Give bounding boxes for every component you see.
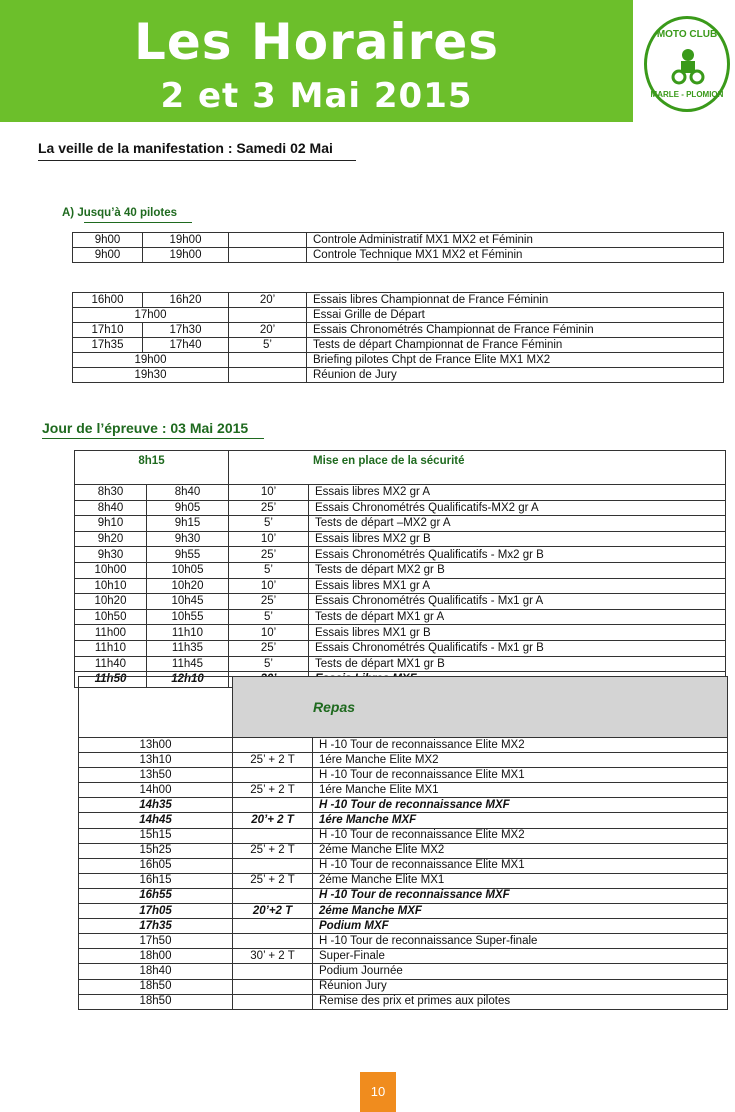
activity-cell: Réunion Jury <box>313 979 728 994</box>
duration-cell: 5’ <box>229 338 307 353</box>
duration-cell: 20’ <box>229 323 307 338</box>
duration-cell <box>229 233 307 248</box>
duration-cell <box>233 858 313 873</box>
time-cell: 17h10 <box>73 323 143 338</box>
activity-cell: Tests de départ MX1 gr B <box>309 656 726 672</box>
logo-top-text: MOTO CLUB <box>656 29 718 40</box>
activity-cell: 2éme Manche Elite MX2 <box>313 843 728 858</box>
table-row <box>79 964 728 979</box>
sub-heading-underline <box>84 222 192 223</box>
activity-cell: H -10 Tour de reconnaissance Elite MX1 <box>313 858 728 873</box>
time-cell: 16h20 <box>143 293 229 308</box>
duration-cell: 25’ <box>229 500 309 516</box>
time-cell: 10h45 <box>147 594 229 610</box>
table-row <box>73 353 724 368</box>
duration-cell: 10’ <box>229 485 309 501</box>
duration-cell: 10’ <box>229 531 309 547</box>
time-cell: 16h00 <box>73 293 143 308</box>
time-cell: 9h20 <box>75 531 147 547</box>
table-row <box>75 451 726 485</box>
table-row <box>75 562 726 578</box>
duration-cell <box>229 308 307 323</box>
duration-cell <box>233 994 313 1009</box>
time-cell: 17h35 <box>73 338 143 353</box>
time-cell: 16h55 <box>79 888 233 903</box>
duration-cell <box>233 964 313 979</box>
motorbike-icon <box>671 45 705 85</box>
time-cell: 10h20 <box>75 594 147 610</box>
time-cell: 9h00 <box>73 233 143 248</box>
time-cell: 18h50 <box>79 994 233 1009</box>
schedule-table-admin <box>72 232 724 263</box>
duration-cell <box>233 798 313 813</box>
activity-cell: H -10 Tour de reconnaissance Elite MX2 <box>313 828 728 843</box>
time-cell: 9h10 <box>75 516 147 532</box>
time-cell: 17h05 <box>79 904 233 919</box>
activity-cell: H -10 Tour de reconnaissance MXF <box>313 888 728 903</box>
page-subtitle: 2 et 3 Mai 2015 <box>160 76 473 116</box>
time-cell: 11h10 <box>75 640 147 656</box>
time-cell: 13h10 <box>79 753 233 768</box>
activity-cell: Essais Chronométrés Qualificatifs - Mx2 gr B <box>309 547 726 563</box>
table-row <box>79 783 728 798</box>
time-cell: 17h35 <box>79 919 233 934</box>
table-row <box>79 888 728 903</box>
table-row <box>79 934 728 949</box>
activity-cell: Briefing pilotes Chpt de France Elite MX1 MX2 <box>307 353 724 368</box>
table-row <box>75 485 726 501</box>
time-cell: 11h10 <box>147 625 229 641</box>
time-cell: 18h00 <box>79 949 233 964</box>
table-row <box>75 656 726 672</box>
header-banner <box>0 0 633 122</box>
time-cell: 13h50 <box>79 768 233 783</box>
activity-cell: Essais Chronométrés Qualificatifs - Mx1 gr B <box>309 640 726 656</box>
time-cell: 10h20 <box>147 578 229 594</box>
duration-cell <box>233 768 313 783</box>
time-cell: 10h50 <box>75 609 147 625</box>
time-cell: 8h40 <box>147 485 229 501</box>
activity-cell: Réunion de Jury <box>307 368 724 383</box>
duration-cell: 20’+ 2 T <box>233 813 313 828</box>
table-row <box>79 768 728 783</box>
activity-cell: Essais libres Championnat de France Féminin <box>307 293 724 308</box>
activity-cell: Podium MXF <box>313 919 728 934</box>
table-row <box>75 500 726 516</box>
time-cell: 14h45 <box>79 813 233 828</box>
duration-cell: 25’ + 2 T <box>233 843 313 858</box>
activity-cell: Podium Journée <box>313 964 728 979</box>
table-row <box>73 248 724 263</box>
table-row <box>79 873 728 888</box>
time-cell: 14h00 <box>79 783 233 798</box>
activity-cell: Super-Finale <box>313 949 728 964</box>
schedule-table-saturday <box>72 292 724 383</box>
time-cell: 17h40 <box>143 338 229 353</box>
page-title: Les Horaires <box>133 13 499 71</box>
section-heading-veille: La veille de la manifestation : Samedi 02 Mai <box>38 140 333 156</box>
time-cell: 12h10 <box>147 672 229 688</box>
activity-cell: Essais Chronométrés Qualificatifs-MX2 gr A <box>309 500 726 516</box>
activity-cell: Mise en place de la sécurité <box>229 451 726 485</box>
time-cell: 19h30 <box>73 368 229 383</box>
table-row <box>73 338 724 353</box>
table-row <box>75 531 726 547</box>
duration-cell: 5’ <box>229 562 309 578</box>
duration-cell: 30’ + 2 T <box>233 949 313 964</box>
duration-cell <box>229 368 307 383</box>
activity-cell: 2éme Manche MXF <box>313 904 728 919</box>
activity-cell: H -10 Tour de reconnaissance Elite MX2 <box>313 738 728 753</box>
activity-cell: Essais libres MX2 gr B <box>309 531 726 547</box>
time-cell: 9h05 <box>147 500 229 516</box>
time-cell: 17h50 <box>79 934 233 949</box>
table-row <box>75 594 726 610</box>
repas-label: Repas <box>233 677 728 738</box>
duration-cell <box>229 248 307 263</box>
time-cell: 17h00 <box>73 308 229 323</box>
time-cell: 10h05 <box>147 562 229 578</box>
table-row <box>79 798 728 813</box>
duration-cell <box>233 738 313 753</box>
activity-cell: 2éme Manche Elite MX1 <box>313 873 728 888</box>
time-cell: 9h30 <box>75 547 147 563</box>
duration-cell <box>233 888 313 903</box>
time-cell: 10h00 <box>75 562 147 578</box>
activity-cell: Tests de départ –MX2 gr A <box>309 516 726 532</box>
table-row <box>75 640 726 656</box>
activity-cell: Essais Chronométrés Qualificatifs - Mx1 gr A <box>309 594 726 610</box>
time-cell: 9h00 <box>73 248 143 263</box>
empty-cell <box>79 677 233 738</box>
time-cell: 19h00 <box>73 353 229 368</box>
duration-cell: 25’ <box>229 547 309 563</box>
table-row <box>73 293 724 308</box>
sub-heading-pilots: A) Jusqu’à 40 pilotes <box>62 207 178 219</box>
table-row <box>73 323 724 338</box>
section-heading-jour: Jour de l’épreuve : 03 Mai 2015 <box>42 420 249 436</box>
time-cell: 8h40 <box>75 500 147 516</box>
activity-cell: Essai Grille de Départ <box>307 308 724 323</box>
duration-cell: 10’ <box>229 578 309 594</box>
table-row <box>73 233 724 248</box>
duration-cell: 25’ + 2 T <box>233 873 313 888</box>
duration-cell <box>233 828 313 843</box>
time-cell: 11h35 <box>147 640 229 656</box>
activity-cell: H -10 Tour de reconnaissance Super-finale <box>313 934 728 949</box>
table-row <box>79 994 728 1009</box>
table-row <box>79 738 728 753</box>
activity-cell: H -10 Tour de reconnaissance MXF <box>313 798 728 813</box>
time-cell: 11h50 <box>75 672 147 688</box>
time-cell: 16h15 <box>79 873 233 888</box>
table-row <box>73 368 724 383</box>
time-cell: 11h00 <box>75 625 147 641</box>
schedule-table-morning <box>74 450 726 688</box>
logo-bottom-text: MARLE - PLOMION <box>650 90 724 99</box>
schedule-table-afternoon <box>78 676 728 1010</box>
table-row <box>79 904 728 919</box>
duration-cell <box>229 353 307 368</box>
time-cell: 11h40 <box>75 656 147 672</box>
duration-cell: 25’ + 2 T <box>233 783 313 798</box>
table-row <box>79 813 728 828</box>
time-cell: 8h30 <box>75 485 147 501</box>
page-number: 10 <box>360 1072 396 1112</box>
time-cell: 19h00 <box>143 233 229 248</box>
time-cell: 19h00 <box>143 248 229 263</box>
duration-cell: 25’ + 2 T <box>233 753 313 768</box>
time-cell: 16h05 <box>79 858 233 873</box>
time-cell: 14h35 <box>79 798 233 813</box>
activity-cell: Essais libres MX1 gr B <box>309 625 726 641</box>
duration-cell: 25’ <box>229 640 309 656</box>
activity-cell: 1ére Manche MXF <box>313 813 728 828</box>
club-logo <box>644 16 730 112</box>
duration-cell: 5’ <box>229 609 309 625</box>
duration-cell <box>233 979 313 994</box>
activity-cell: Remise des prix et primes aux pilotes <box>313 994 728 1009</box>
duration-cell: 20’+2 T <box>233 904 313 919</box>
table-row <box>75 578 726 594</box>
time-cell: 15h25 <box>79 843 233 858</box>
table-row <box>79 949 728 964</box>
duration-cell <box>233 934 313 949</box>
duration-cell <box>233 919 313 934</box>
table-row <box>73 308 724 323</box>
activity-cell: Tests de départ Championnat de France Féminin <box>307 338 724 353</box>
table-row <box>75 609 726 625</box>
time-cell: 10h55 <box>147 609 229 625</box>
activity-cell: Essais libres MX2 gr A <box>309 485 726 501</box>
duration-cell: 5’ <box>229 516 309 532</box>
table-row <box>75 625 726 641</box>
time-cell: 10h10 <box>75 578 147 594</box>
table-row <box>79 753 728 768</box>
table-row <box>75 516 726 532</box>
time-cell: 18h50 <box>79 979 233 994</box>
table-row <box>79 843 728 858</box>
time-cell: 18h40 <box>79 964 233 979</box>
heading-underline <box>42 438 264 439</box>
activity-cell: Essais Chronométrés Championnat de France Féminin <box>307 323 724 338</box>
time-cell: 9h30 <box>147 531 229 547</box>
table-row <box>79 828 728 843</box>
activity-cell: Essais libres MX1 gr A <box>309 578 726 594</box>
duration-cell: 10’ <box>229 625 309 641</box>
time-cell: 9h55 <box>147 547 229 563</box>
activity-cell: Controle Administratif MX1 MX2 et Féminin <box>307 233 724 248</box>
duration-cell: 20’ <box>229 293 307 308</box>
table-row <box>75 547 726 563</box>
table-row <box>79 919 728 934</box>
time-cell: 17h30 <box>143 323 229 338</box>
duration-cell: 5’ <box>229 656 309 672</box>
activity-cell: 1ére Manche Elite MX1 <box>313 783 728 798</box>
activity-cell: H -10 Tour de reconnaissance Elite MX1 <box>313 768 728 783</box>
activity-cell: 1ére Manche Elite MX2 <box>313 753 728 768</box>
table-row <box>79 979 728 994</box>
table-row <box>79 858 728 873</box>
activity-cell: Tests de départ MX1 gr A <box>309 609 726 625</box>
time-cell: 11h45 <box>147 656 229 672</box>
heading-underline <box>38 160 356 161</box>
time-cell: 15h15 <box>79 828 233 843</box>
time-cell: 13h00 <box>79 738 233 753</box>
time-cell: 9h15 <box>147 516 229 532</box>
time-cell: 8h15 <box>75 451 229 485</box>
table-row-repas <box>79 677 728 738</box>
duration-cell: 25’ <box>229 594 309 610</box>
activity-cell: Tests de départ MX2 gr B <box>309 562 726 578</box>
activity-cell: Controle Technique MX1 MX2 et Féminin <box>307 248 724 263</box>
